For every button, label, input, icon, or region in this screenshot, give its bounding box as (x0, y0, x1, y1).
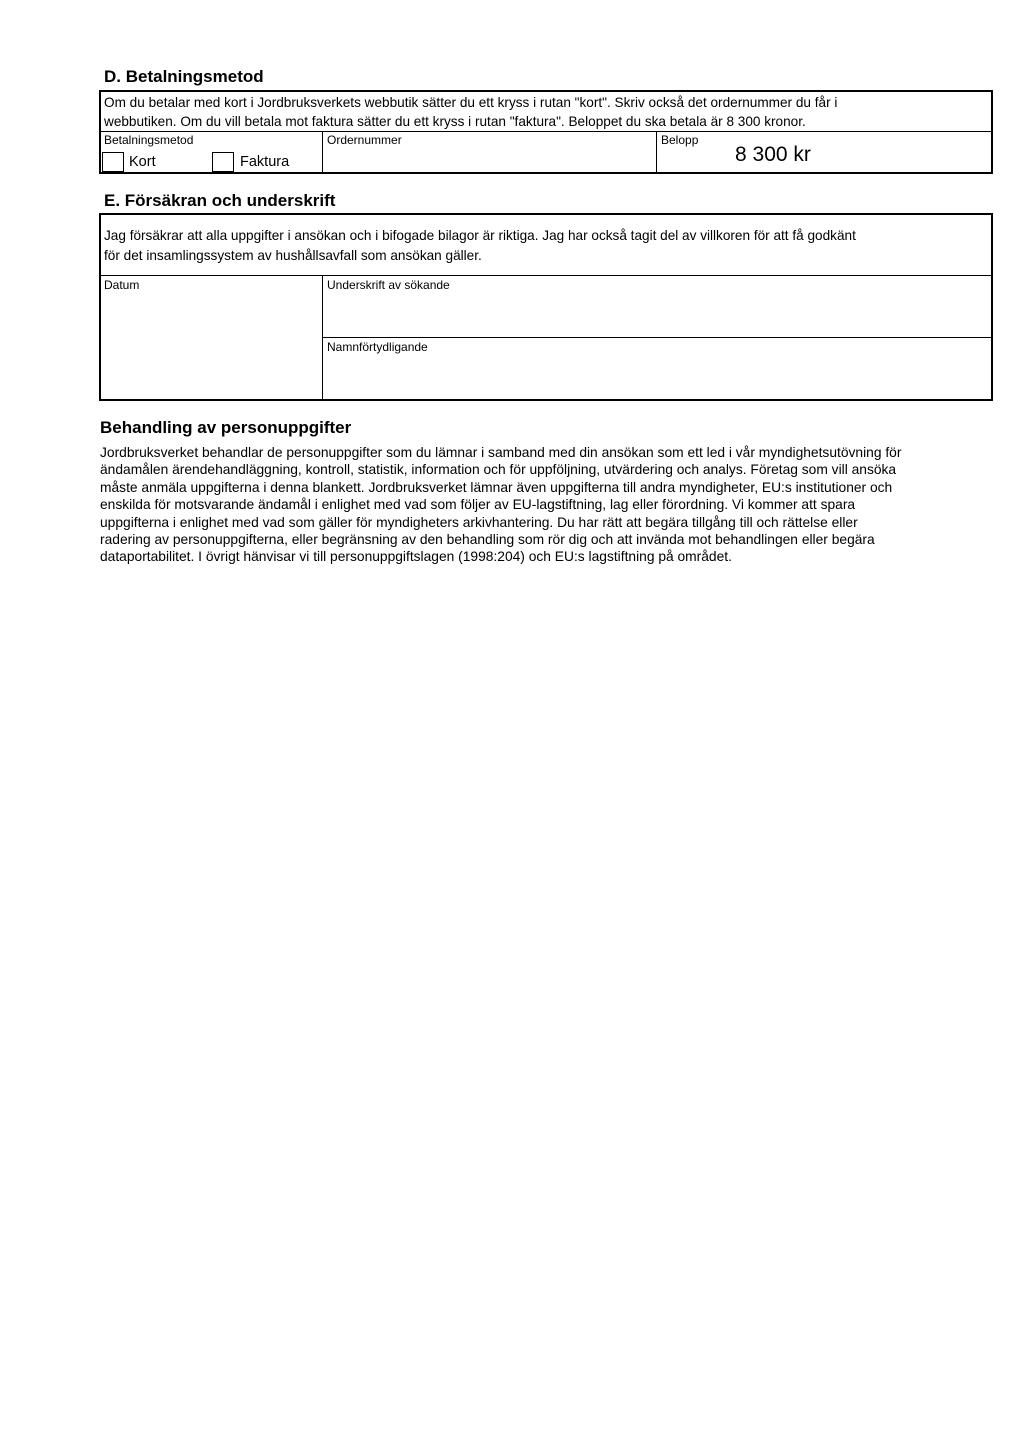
payment-instructions-line-1: Om du betalar med kort i Jordbruksverkets webbutik sätter du ett kryss i rutan "kort". Skriv också det ordernummer du får i (104, 95, 838, 110)
date-label: Datum (104, 278, 140, 292)
amount-label: Belopp (661, 133, 699, 147)
payment-col-divider-2 (656, 131, 657, 173)
invoice-checkbox[interactable] (212, 152, 234, 172)
payment-method-label: Betalningsmetod (104, 133, 194, 147)
card-checkbox[interactable] (102, 152, 124, 172)
order-number-field[interactable] (330, 148, 650, 170)
payment-divider (100, 131, 992, 132)
card-option-label: Kort (129, 154, 156, 170)
privacy-line: måste anmäla uppgifterna i denna blankett. Jordbruksverket lämnar även uppgifterna till andra myndigheter, EU:s institutioner och (100, 479, 893, 495)
privacy-title: Behandling av personuppgifter (100, 418, 352, 437)
declaration-line-1: Jag försäkrar att alla uppgifter i ansökan och i bifogade bilagor är riktiga. Jag har också tagit del av villkoren för att få godkänt (104, 228, 856, 243)
privacy-line: uppgifterna i enlighet med vad som gäller för myndigheters arkivhantering. Du har rätt att begära tillgång till och rättelse eller (100, 514, 858, 530)
section-d-title: D. Betalningsmetod (104, 67, 264, 86)
name-clarification-label: Namnförtydligande (327, 340, 428, 354)
amount-value: 8 300 kr (735, 143, 811, 166)
payment-instructions-line-2: webbutiken. Om du vill betala mot faktura sätter du ett kryss i rutan "faktura". Beloppet du ska betala är 8 300 kronor. (104, 114, 806, 129)
privacy-line: ändamålen ärendehandläggning, kontroll, statistik, information och för uppföljning, utvärdering och analys. Företag som vill ansöka (100, 462, 897, 478)
signature-name-divider (322, 337, 992, 338)
date-field[interactable] (104, 294, 316, 394)
privacy-line: dataportabilitet. I övrigt hänvisar vi till personuppgiftslagen (1998:204) och EU:s lagstiftning på området. (100, 549, 732, 565)
privacy-line: enskilda för motsvarande ändamål i enlighet med vad som följer av EU-lagstiftning, lag eller förordning. Vi kommer att spara (100, 497, 856, 513)
signature-label: Underskrift av sökande (327, 278, 450, 292)
signature-field[interactable] (327, 294, 987, 334)
declaration-divider (100, 275, 992, 276)
privacy-line: radering av personuppgifterna, eller begränsning av den behandling som rör dig och att invända mot behandlingen eller begära (100, 532, 875, 548)
name-clarification-field[interactable] (327, 356, 987, 396)
section-e-title: E. Försäkran och underskrift (104, 191, 336, 210)
payment-col-divider-1 (322, 131, 323, 173)
order-number-label: Ordernummer (327, 133, 402, 147)
privacy-paragraph (100, 444, 901, 566)
privacy-line: Jordbruksverket behandlar de personuppgifter som du lämnar i samband med din ansökan som ett led i vår myndighetsutövning för (100, 445, 902, 460)
invoice-option-label: Faktura (240, 154, 290, 170)
declaration-line-2: för det insamlingssystem av hushållsavfall som ansökan gäller. (104, 248, 482, 263)
